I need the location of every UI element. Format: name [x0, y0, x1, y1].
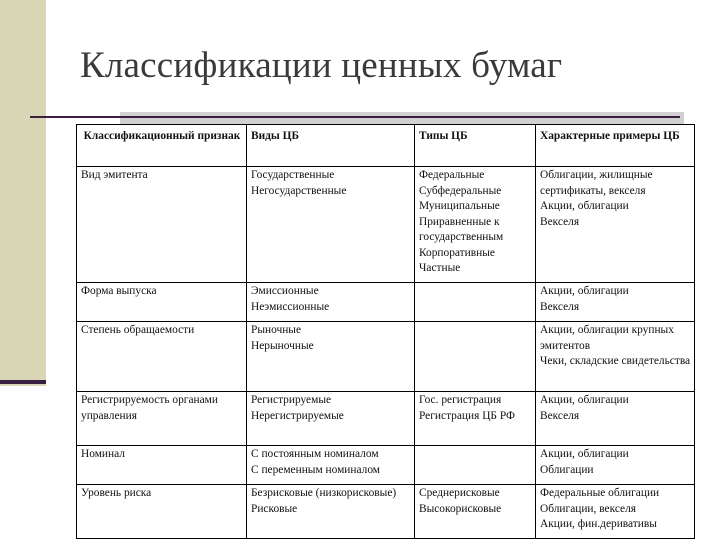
cell-types: [415, 322, 536, 392]
title-underline: [30, 116, 680, 118]
cell-kinds: Государственные Негосударственные: [247, 167, 415, 283]
header-criterion: Классификационный признак: [77, 125, 247, 167]
cell-kinds: Регистрируемые Нерегистрируемые: [247, 392, 415, 446]
cell-criterion: Форма выпуска: [77, 283, 247, 322]
cell-kinds: С постоянным номиналом С переменным номиналом: [247, 446, 415, 485]
header-examples: Характерные примеры ЦБ: [536, 125, 695, 167]
cell-kinds: Безрисковые (низкорисковые) Рисковые: [247, 485, 415, 539]
table-row: [77, 485, 695, 539]
cell-examples: Облигации, жилищные сертификаты, векселя Акции, облигации Векселя: [536, 167, 695, 283]
cell-criterion: Номинал: [77, 446, 247, 485]
table-row: [77, 167, 695, 283]
header-kinds: Виды ЦБ: [247, 125, 415, 167]
decorative-side-band: [0, 0, 46, 386]
table-row: [77, 392, 695, 446]
cell-criterion: Уровень риска: [77, 485, 247, 539]
classification-table: [76, 124, 695, 539]
table-header-row: [77, 125, 695, 167]
slide-title: Классификации ценных бумаг: [80, 45, 563, 86]
cell-examples: Федеральные облигации Облигации, векселя Акции, фин.деривативы: [536, 485, 695, 539]
cell-types: [415, 283, 536, 322]
cell-examples: Акции, облигации Векселя: [536, 392, 695, 446]
title-underline-shadow: [120, 112, 684, 124]
cell-examples: Акции, облигации Векселя: [536, 283, 695, 322]
cell-criterion: Степень обращаемости: [77, 322, 247, 392]
cell-types: Среднерисковые Высокорисковые: [415, 485, 536, 539]
cell-types: [415, 446, 536, 485]
table-row: [77, 283, 695, 322]
cell-kinds: Рыночные Нерыночные: [247, 322, 415, 392]
header-types: Типы ЦБ: [415, 125, 536, 167]
cell-types: Федеральные Субфедеральные Муниципальные Приравненные к государственным Корпоративные Частные: [415, 167, 536, 283]
cell-criterion: Регистрируемость органами управления: [77, 392, 247, 446]
cell-types: Гос. регистрация Регистрация ЦБ РФ: [415, 392, 536, 446]
decorative-side-accent: [0, 380, 46, 384]
cell-kinds: Эмиссионные Неэмиссионные: [247, 283, 415, 322]
table-row: [77, 446, 695, 485]
cell-examples: Акции, облигации Облигации: [536, 446, 695, 485]
cell-examples: Акции, облигации крупных эмитентов Чеки, складские свидетельства: [536, 322, 695, 392]
table-row: [77, 322, 695, 392]
cell-criterion: Вид эмитента: [77, 167, 247, 283]
